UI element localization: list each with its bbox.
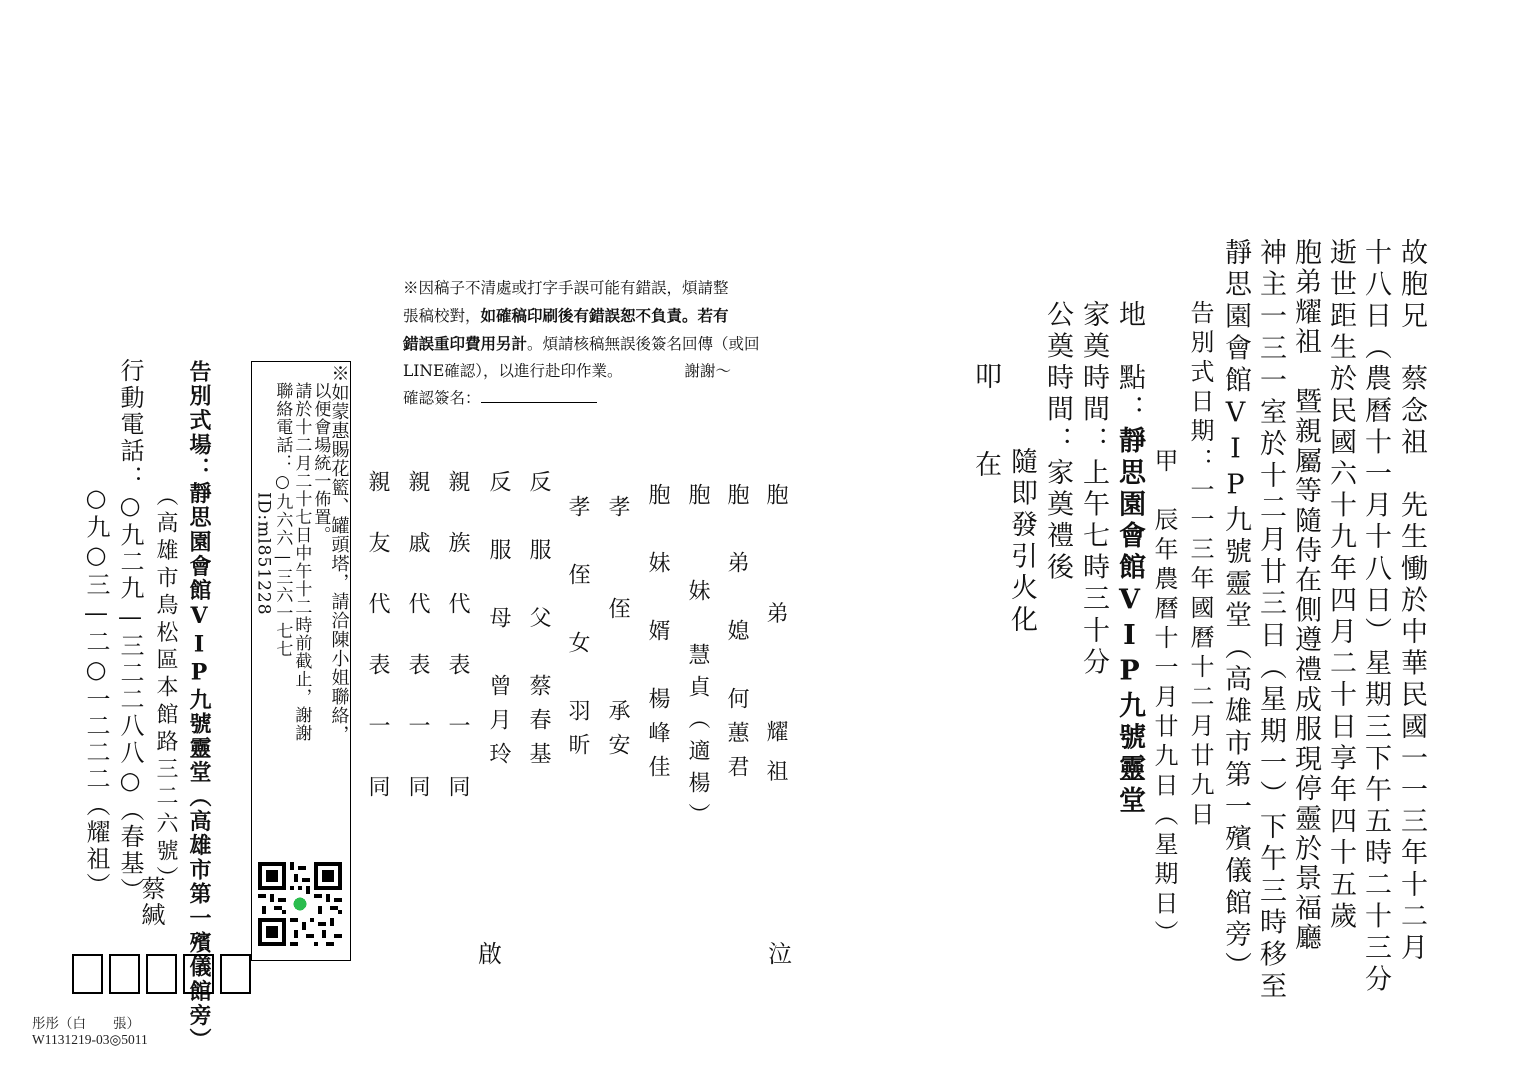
obituary-line-1: 故胞兄 蔡念祖 先生慟於中華民國一一三年十二月 [1396, 238, 1427, 965]
signature-label: 確認簽名： [403, 389, 481, 407]
funeral-lunar-date-line: 甲 辰年農曆十一月廿九日（星期日） [1150, 448, 1178, 950]
family-rite-label: 家奠時間： [1078, 300, 1109, 458]
obituary-line-4: 胞弟耀祖 暨親屬等隨侍在側遵禮成服現停靈於景福廳 [1290, 238, 1321, 954]
notice-line-2a: 張稿校對， [403, 307, 481, 325]
signature-line[interactable] [481, 388, 597, 403]
box-line-4: 聯絡電話：○九六六—三六一七七 [272, 382, 293, 658]
notice-line-2b: 如確稿印刷後有錯誤恕不負責。若有 [480, 306, 729, 325]
family-member-8: 反 服 母 曾月玲 [486, 470, 511, 776]
paper-spec-text: 彤彤（白 張） [32, 1016, 140, 1031]
family-member-9: 親 族 代 表 一 同 [445, 470, 470, 806]
family-member-7: 反 服 父 蔡春基 [526, 470, 551, 776]
seal-box [72, 954, 103, 994]
closing-weep-char: 泣 [768, 940, 792, 968]
venue-label: 地 點： [1114, 300, 1145, 427]
family-member-10: 親 戚 代 表 一 同 [405, 470, 430, 806]
venue-line [1116, 300, 1143, 818]
public-rite-label: 公奠時間： [1042, 300, 1073, 458]
obituary-line-3: 逝世距生於民國六十九年四月二十日享年四十五歲 [1325, 238, 1356, 934]
family-rite-time-line [1080, 300, 1107, 679]
venue-info-label: 告別式場： [186, 360, 212, 482]
cremation-line: 隨即發引火化 [1006, 447, 1037, 637]
venue-info-line [188, 360, 210, 1052]
order-code-text: W1131219-03◎5011 [32, 1032, 148, 1047]
notice-line-4 [403, 358, 785, 385]
mobile-phone-line-2: ○九○三—二○一二二二（耀祖） [82, 484, 110, 899]
seal-boxes [72, 954, 251, 994]
zai-char: 在 [970, 450, 1001, 482]
family-member-1: 胞 弟 耀祖 [763, 483, 788, 799]
family-member-5: 孝 侄 承安 [605, 495, 630, 767]
family-member-11: 親 友 代 表 一 同 [365, 470, 390, 806]
public-rite-time-line [1044, 300, 1071, 584]
family-rite-value: 上午七時三十分 [1078, 458, 1109, 680]
seal-box [146, 954, 177, 994]
seal-box [220, 954, 251, 994]
notice-line-4a: LINE確認），以進行赴印作業。 [403, 362, 623, 380]
family-member-3: 胞 妹 慧貞（適楊） [685, 483, 710, 835]
notice-line-3 [403, 330, 785, 358]
closing-respect-char: 啟 [478, 940, 502, 968]
kou-char: 叩 [970, 362, 1001, 394]
family-member-2: 胞 弟 媳 何蕙君 [724, 483, 749, 789]
obituary-line-6: 靜思園會館VIP九號靈堂（高雄市第一殯儀館旁） [1220, 238, 1251, 984]
notice-line-2 [403, 302, 785, 330]
obituary-line-2: 十八日（農曆十一月十八日）星期三下午五時二十三分 [1360, 238, 1391, 997]
notice-line-1: ※因稿子不清處或打字手誤可能有錯誤，煩請整 [403, 279, 729, 297]
notice-line-3a: 錯誤重印費用另計 [403, 334, 528, 353]
notice-line-4b: 謝謝～ [684, 362, 732, 380]
seal-box [109, 954, 140, 994]
seal-box [183, 954, 214, 994]
proofread-notice [403, 275, 785, 412]
box-line-3: 請於十二月二十七日中午十二時前截止，謝謝 [291, 382, 312, 742]
venue-info-value: 靜思園會館VIP九號靈堂（高雄市第一殯儀館旁） [186, 481, 212, 1053]
notice-line-3b: 。煩請核稿無誤後簽名回傳（或回 [527, 335, 760, 353]
line-qr-code [258, 862, 342, 946]
venue-value: 靜思園會館VIP九號靈堂 [1114, 426, 1145, 818]
venue-address-line: （高雄市鳥松區本館路三二六號） [153, 484, 178, 894]
box-line-5: ID:ml851228 [253, 492, 274, 616]
family-member-6: 孝 侄 女 羽昕 [565, 495, 590, 767]
public-rite-value: 家奠禮後 [1042, 458, 1073, 585]
box-line-1: ※如蒙惠賜花籃、罐頭塔，請洽陳小姐聯絡， [328, 364, 350, 744]
obituary-line-5: 神主一三一室於十二月廿三日（星期一）下午三時移至 [1255, 238, 1286, 1004]
notice-line-5 [403, 385, 785, 412]
box-line-2: 以便會場統一佈置。 [310, 382, 331, 544]
funeral-date-line: 告別式日期：一一三年國曆十二月廿九日 [1186, 300, 1214, 831]
sender-signature: 蔡緘 [137, 876, 165, 928]
mobile-phone-line-1: 行動電話：○九二九—三二二八八○（春基） [116, 358, 144, 904]
family-member-4: 胞 妹 婿 楊峰佳 [645, 483, 670, 789]
